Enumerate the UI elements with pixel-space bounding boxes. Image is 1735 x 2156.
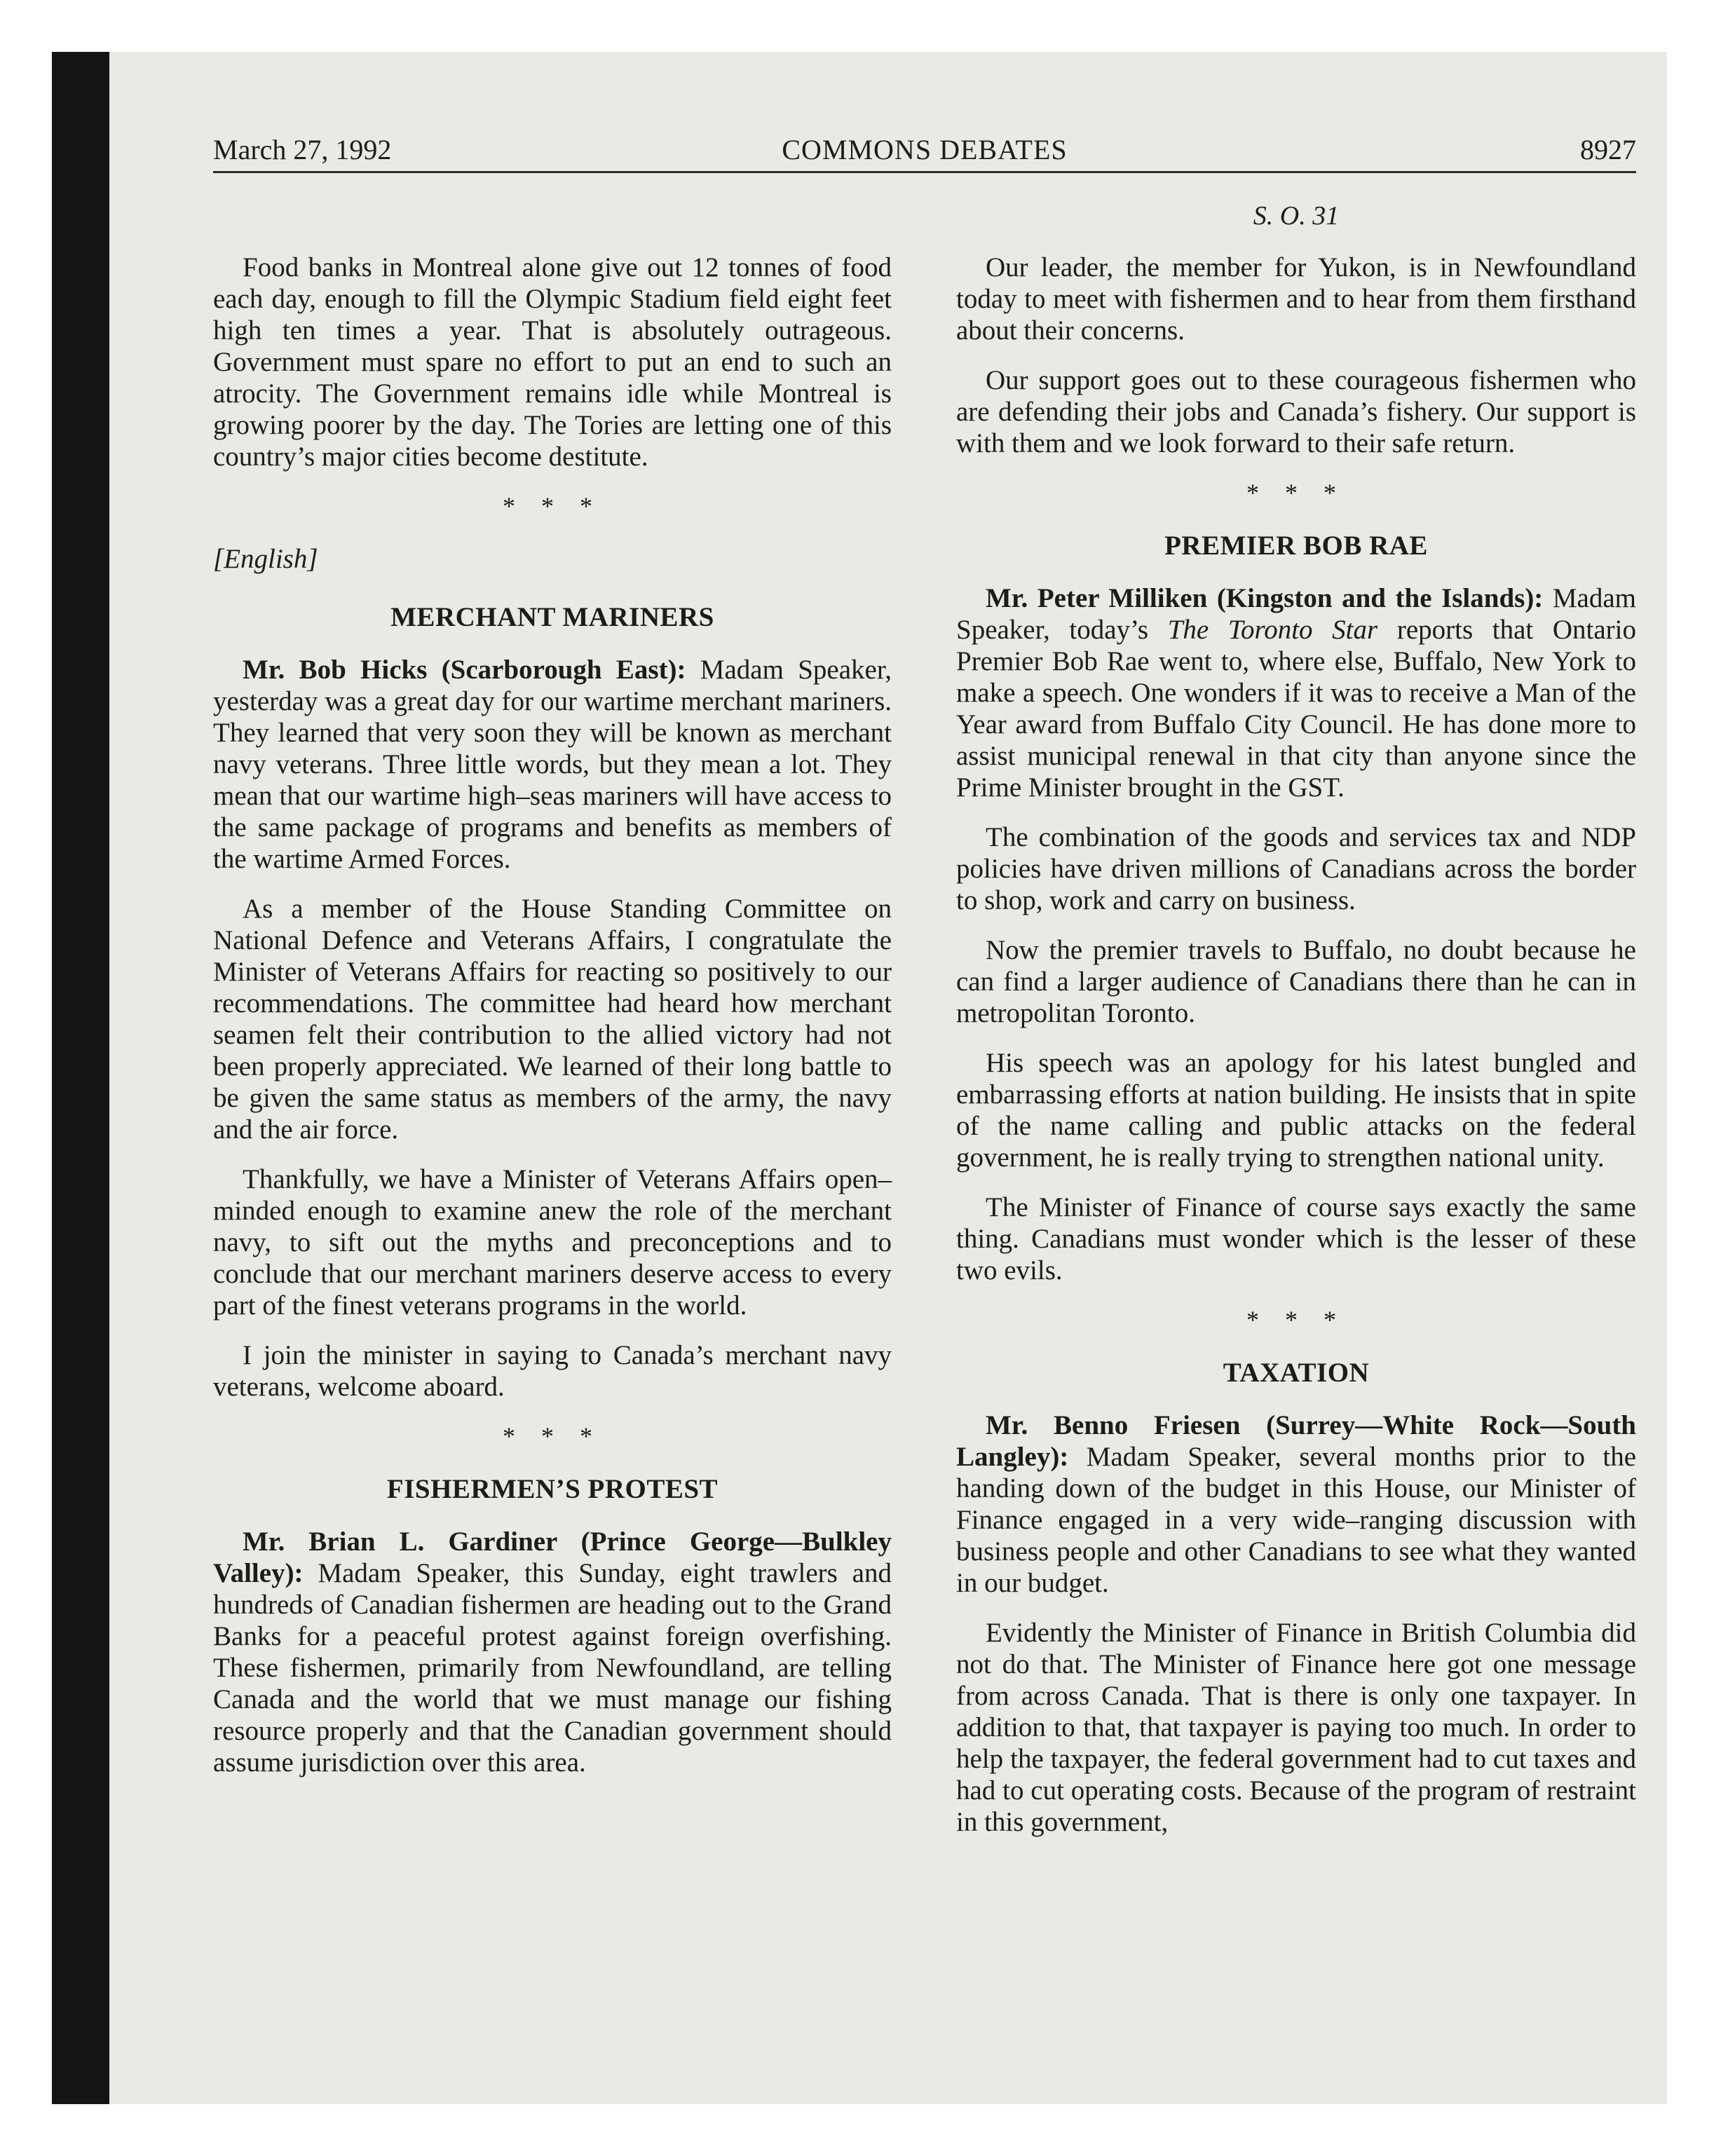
left-column [213, 252, 892, 1796]
speaker-name: Mr. Peter Milliken (Kingston and the Islands): [986, 583, 1544, 613]
statement-text: reports that Ontario Premier Bob Rae went to, where else, Buffalo, New York to make a speech. One wonders if it was to receive a Man of the Year award from Buffalo City Council. He has done more to assist municipal renewal in that city than anyone since the Prime Minister brought in the GST. [956, 615, 1636, 803]
paragraph: His speech was an apology for his latest bungled and embarrassing efforts at nation building. He insists that in spite of the name calling and public attacks on the federal government, he is really trying to strengthen national unity. [956, 1048, 1636, 1173]
header-page-number: 8927 [1580, 134, 1636, 165]
paragraph: Now the premier travels to Buffalo, no doubt because he can find a larger audience of Canadians there than he can in metropolitan Toronto. [956, 935, 1636, 1028]
section-separator: * * * [503, 492, 602, 520]
speaker-name: Mr. Bob Hicks (Scarborough East): [243, 655, 686, 685]
paragraph: Our leader, the member for Yukon, is in Newfoundland today to meet with fishermen and to hear from them firsthand about their concerns. [956, 252, 1636, 346]
statement-paragraph [956, 1410, 1636, 1599]
section-heading: MERCHANT MARINERS [390, 602, 714, 632]
statement-paragraph [213, 654, 892, 875]
paragraph: The combination of the goods and services tax and NDP policies have driven millions of Canadians across the border to shop, work and carry on business. [956, 822, 1636, 915]
paragraph: Food banks in Montreal alone give out 12 tonnes of food each day, enough to fill the Olympic Stadium field eight feet high ten times a year. That is absolutely outrageous. Government must spare no effort to put an end to such an atrocity. The Government remains idle while Montreal is growing poorer by the day. The Tories are letting one of this country’s major cities become destitute. [213, 252, 892, 472]
paragraph: The Minister of Finance of course says exactly the same thing. Canadians must wonder which is the lesser of these two evils. [956, 1192, 1636, 1285]
section-heading: PREMIER BOB RAE [1164, 531, 1428, 561]
newspaper-title: The Toronto Star [1167, 615, 1378, 645]
speaker-name: Mr. Benno Friesen (Surrey—White Rock—South Langley): [956, 1410, 1636, 1472]
statement-paragraph [956, 582, 1636, 803]
paragraph: Thankfully, we have a Minister of Veterans Affairs open–minded enough to examine anew the role of the merchant navy, to sift out the myths and preconceptions and to conclude that our merchant mariners deserve access to every part of the finest veterans programs in the world. [213, 1164, 892, 1321]
right-column [956, 252, 1636, 1856]
language-marker: [English] [213, 544, 318, 574]
section-separator: * * * [503, 1422, 602, 1450]
statement-text: Madam Speaker, yesterday was a great day for our wartime merchant mariners. They learned that very soon they will be known as merchant navy veterans. Three little words, but they mean a lot. They mean that our wartime high–seas mariners will have access to the same package of programs and benefits as members of the wartime Armed Forces. [213, 655, 892, 874]
statement-text: Madam Speaker, this Sunday, eight trawlers and hundreds of Canadian fishermen are heading out to the Grand Banks for a peaceful protest against foreign overfishing. These fishermen, primarily from Newfoundland, are telling Canada and the world that we must manage our fishing resource properly and that the Canadian government should assume jurisdiction over this area. [213, 1558, 892, 1778]
section-heading: TAXATION [1223, 1358, 1370, 1388]
paragraph: I join the minister in saying to Canada’s merchant navy veterans, welcome aboard. [213, 1340, 892, 1402]
scanned-page [52, 52, 1667, 2104]
section-separator: * * * [1246, 479, 1346, 507]
paragraph: As a member of the House Standing Committee on National Defence and Veterans Affairs, I congratulate the Minister of Veterans Affairs for reacting so positively to our recommendations. The committee had heard how merchant seamen felt their contribution to the allied victory had not been properly appreciated. We learned of their long battle to be given the same status as members of the army, the navy and the air force. [213, 894, 892, 1145]
header-date: March 27, 1992 [213, 134, 392, 165]
section-reference: S. O. 31 [1253, 201, 1340, 231]
section-heading: FISHERMEN’S PROTEST [386, 1474, 719, 1504]
statement-text: Madam Speaker, several months prior to the handing down of the budget in this House, our Minister of Finance engaged in a very wide–ranging discussion with business people and other Canadians to see what they wanted in our budget. [956, 1442, 1637, 1598]
section-separator: * * * [1246, 1306, 1346, 1334]
header-title: COMMONS DEBATES [782, 134, 1068, 165]
speaker-name: Mr. Brian L. Gardiner (Prince George—Bulkley Valley): [213, 1527, 892, 1588]
binding-shadow [52, 52, 109, 2104]
paragraph: Evidently the Minister of Finance in British Columbia did not do that. The Minister of Finance here got one message from across Canada. That is there is only one taxpayer. In addition to that, that taxpayer is paying too much. In order to help the taxpayer, the federal government had to cut taxes and had to cut operating costs. Because of the program of restraint in this government, [956, 1618, 1636, 1837]
statement-paragraph [213, 1526, 892, 1778]
statement-text: Madam Speaker, today’s [956, 583, 1636, 645]
paragraph: Our support goes out to these courageous fishermen who are defending their jobs and Canada’s fishery. Our support is with them and we look forward to their safe return. [956, 365, 1636, 458]
running-head [213, 129, 1636, 173]
page-content [213, 52, 1636, 2104]
